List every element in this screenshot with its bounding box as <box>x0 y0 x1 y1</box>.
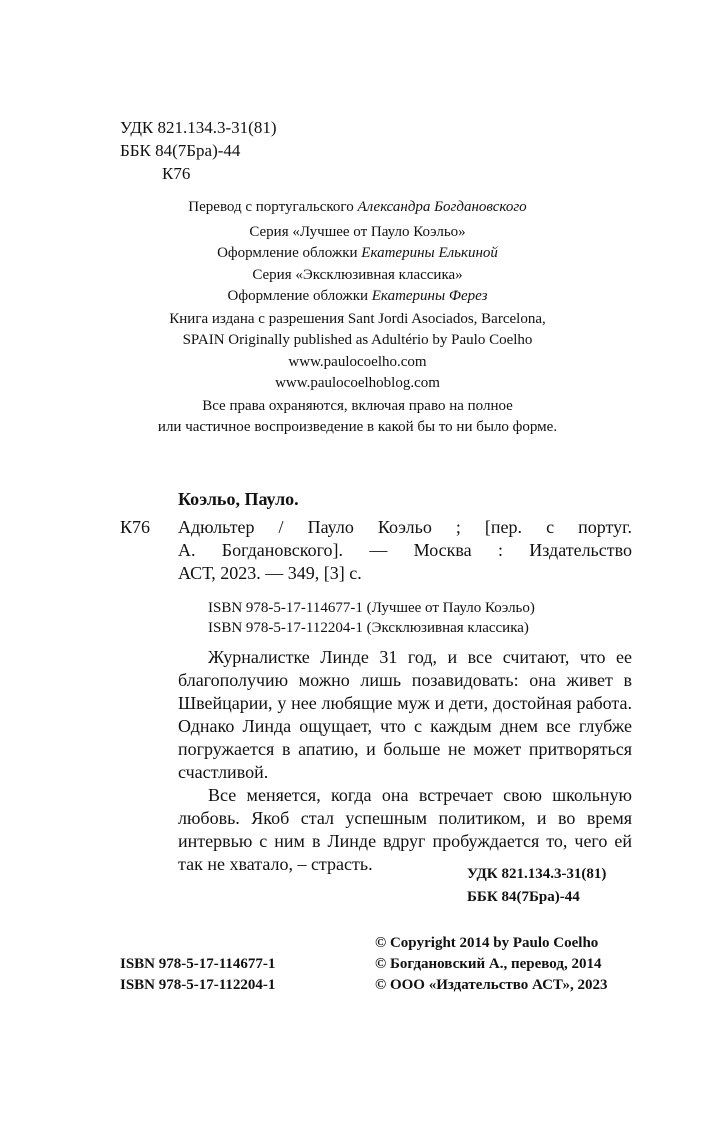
footer-classification-codes <box>467 863 606 909</box>
catalog-author-mark: К76 <box>120 517 151 537</box>
copyright-line: © ООО «Издательство АСТ», 2023 <box>375 977 608 993</box>
footer-isbn: ISBN 978-5-17-114677-1 <box>120 956 276 972</box>
translation-credit <box>120 197 595 218</box>
copyright-notices <box>375 933 608 996</box>
footer-bbk: ББК 84(7Бра)-44 <box>467 889 580 905</box>
series2-credits <box>120 265 595 307</box>
website-link: www.paulocoelhoblog.com <box>275 375 440 391</box>
catalog-isbn-list <box>208 598 535 638</box>
website-link: www.paulocoelho.com <box>288 354 427 370</box>
translator-name: Александра Богдановского <box>357 199 527 215</box>
annotation-paragraph: Все меняется, когда она встречает свою школьную любовь. Якоб стал успешным политиком, и во время интервью с ним в Линде вдруг пробуждается то, чего ей так не хватало, – страсть. <box>178 785 632 874</box>
series2-cover-artist: Екатерины Ферез <box>371 288 488 304</box>
series2-cover-credit: Оформление обложки Екатерины Ферез <box>227 288 488 304</box>
catalog-title-entry: Адюльтер / Пауло Коэльо ; [пер. с португ. А. Богдановского]. — Москва : Издательство АСТ, 2023. — 349, [3] с. <box>178 517 632 583</box>
series1-name: Серия «Лучшее от Пауло Коэльо» <box>249 224 466 240</box>
series2-name: Серия «Эксклюзивная классика» <box>252 267 463 283</box>
udk-code: УДК 821.134.3-31(81) <box>120 118 277 137</box>
classification-codes <box>120 116 277 185</box>
isbn-line: ISBN 978-5-17-112204-1 (Эксклюзивная классика) <box>208 620 529 636</box>
annotation <box>178 646 632 876</box>
footer-udk: УДК 821.134.3-31(81) <box>467 866 607 882</box>
copyright-line: © Copyright 2014 by Paulo Coelho <box>375 935 599 951</box>
websites <box>120 352 595 394</box>
series1-cover-credit: Оформление обложки Екатерины Елькиной <box>217 245 498 261</box>
copyright-line: © Богдановский А., перевод, 2014 <box>375 956 602 972</box>
annotation-paragraph: Журналистке Линде 31 год, и все считают, что ее благополучию можно лишь позавидовать: она живет в Швейцарии, у нее любящие муж и дети, достойная работа. Однако Линда ощущает, что с каждым днем все глубже погружается в апатию, и больше не может притворяться счастливой. <box>178 647 632 782</box>
footer-isbn-list <box>120 954 275 996</box>
bbk-code: ББК 84(7Бра)-44 <box>120 141 241 160</box>
series1-cover-artist: Екатерины Елькиной <box>361 245 498 261</box>
permission-notice: Книга издана с разрешения Sant Jordi Asociados, Barcelona, SPAIN Originally published as Adultério by Paulo Coelho <box>169 311 546 348</box>
catalog-author-heading: Коэльо, Пауло. <box>178 489 299 509</box>
rights-notice: Все права охраняются, включая право на полное или частичное воспроизведение в какой бы то ни было форме. <box>157 398 558 435</box>
isbn-line: ISBN 978-5-17-114677-1 (Лучшее от Пауло Коэльо) <box>208 600 535 616</box>
footer-isbn: ISBN 978-5-17-112204-1 <box>120 977 276 993</box>
series1-credits <box>120 222 595 264</box>
author-mark: К76 <box>162 164 191 183</box>
translation-prefix: Перевод с португальского <box>188 199 354 215</box>
